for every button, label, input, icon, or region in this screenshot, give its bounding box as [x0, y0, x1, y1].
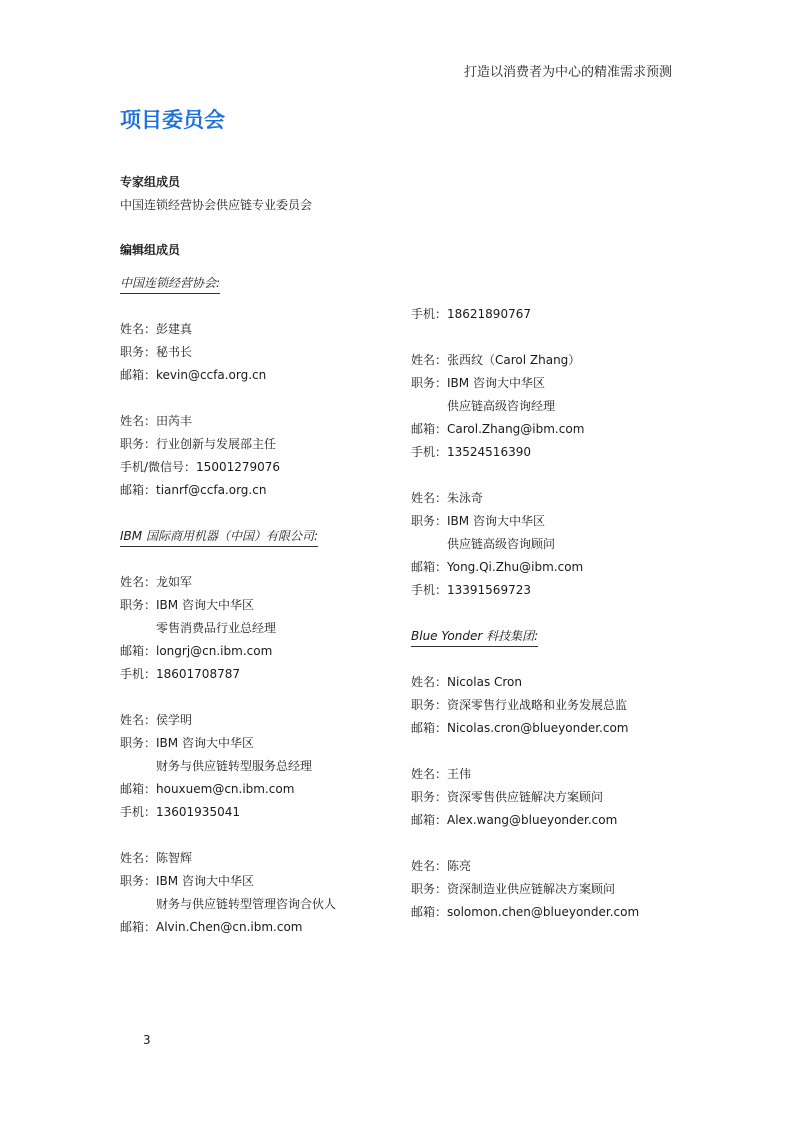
right-column: [411, 303, 639, 924]
contact-title: 职务：IBM 咨询大中华区: [120, 598, 254, 612]
contact-title: 职务：资深零售供应链解决方案顾问: [411, 790, 604, 804]
contact-title: 职务：IBM 咨询大中华区: [120, 736, 254, 750]
contact-title: 职务：IBM 咨询大中华区: [411, 376, 545, 390]
contact-chen-liang: [411, 855, 639, 924]
contact-phone: 手机：13524516390: [411, 445, 531, 459]
contact-title: 职务：资深制造业供应链解决方案顾问: [411, 882, 616, 896]
contact-name: 姓名：朱泳奇: [411, 491, 484, 505]
org-ccfa: 中国连锁经营协会:: [120, 274, 220, 294]
contact-email: 邮箱：solomon.chen@blueyonder.com: [411, 905, 640, 919]
experts-block: [120, 171, 312, 217]
contact-phone: 手机：13391569723: [411, 583, 531, 597]
org-ibm: IBM 国际商用机器（中国）有限公司:: [120, 527, 318, 547]
contact-email: 邮箱：Nicolas.cron@blueyonder.com: [411, 721, 629, 735]
running-header: 打造以消费者为中心的精准需求预测: [463, 65, 672, 80]
contact-email: 邮箱：houxuem@cn.ibm.com: [120, 782, 295, 796]
contact-name: 姓名：田芮丰: [120, 414, 193, 428]
contact-email: 邮箱：longrj@cn.ibm.com: [120, 644, 273, 658]
contact-name: 姓名：王伟: [411, 767, 472, 781]
left-column: [120, 272, 336, 939]
experts-org: 中国连锁经营协会供应链专业委员会: [120, 198, 313, 212]
section-title: 项目委员会: [120, 108, 225, 132]
experts-heading: 专家组成员: [120, 175, 181, 189]
contact-email: 邮箱：tianrf@ccfa.org.cn: [120, 483, 267, 497]
contact-phone: 手机/微信号：15001279076: [120, 460, 281, 474]
contact-title: 职务：秘书长: [120, 345, 193, 359]
contact-title: 职务：行业创新与发展部主任: [120, 437, 277, 451]
contact-email: 邮箱：Yong.Qi.Zhu@ibm.com: [411, 560, 584, 574]
contact-title-cont: 财务与供应链转型管理咨询合伙人: [156, 897, 337, 911]
contact-name: 姓名：张西纹（Carol Zhang）: [411, 353, 581, 367]
contact-title-cont: 零售消费品行业总经理: [156, 621, 277, 635]
contact-hou: [120, 709, 336, 824]
contact-tian: [120, 410, 336, 502]
contact-title: 职务：IBM 咨询大中华区: [120, 874, 254, 888]
editors-heading: 编辑组成员: [120, 243, 181, 257]
editors-heading-block: [120, 239, 180, 262]
contact-wang: [411, 763, 639, 832]
contact-title-cont: 供应链高级咨询经理: [447, 399, 556, 413]
contact-peng: [120, 318, 336, 387]
contact-email: 邮箱：Alvin.Chen@cn.ibm.com: [120, 920, 303, 934]
contact-name: 姓名：陈智辉: [120, 851, 193, 865]
contact-zhu: [411, 487, 639, 602]
contact-phone: 手机：18621890767: [411, 307, 531, 321]
page-number: 3: [143, 1033, 151, 1047]
org-blue-yonder: Blue Yonder 科技集团:: [411, 627, 538, 647]
contact-name: 姓名：陈亮: [411, 859, 472, 873]
contact-long: [120, 571, 336, 686]
contact-email: 邮箱：Alex.wang@blueyonder.com: [411, 813, 618, 827]
contact-name: 姓名：Nicolas Cron: [411, 675, 523, 689]
contact-name: 姓名：龙如军: [120, 575, 193, 589]
contact-phone: 手机：13601935041: [120, 805, 240, 819]
contact-title-cont: 财务与供应链转型服务总经理: [156, 759, 313, 773]
contact-zhang: [411, 349, 639, 464]
contact-title: 职务：IBM 咨询大中华区: [411, 514, 545, 528]
contact-title-cont: 供应链高级咨询顾问: [447, 537, 556, 551]
contact-email: 邮箱：Carol.Zhang@ibm.com: [411, 422, 585, 436]
contact-name: 姓名：彭建真: [120, 322, 193, 336]
contact-email: 邮箱：kevin@ccfa.org.cn: [120, 368, 267, 382]
contact-cron: [411, 671, 639, 740]
contact-name: 姓名：侯学明: [120, 713, 193, 727]
contact-title: 职务：资深零售行业战略和业务发展总监: [411, 698, 628, 712]
contact-chen-zhihui: [120, 847, 336, 939]
contact-phone: 手机：18601708787: [120, 667, 240, 681]
